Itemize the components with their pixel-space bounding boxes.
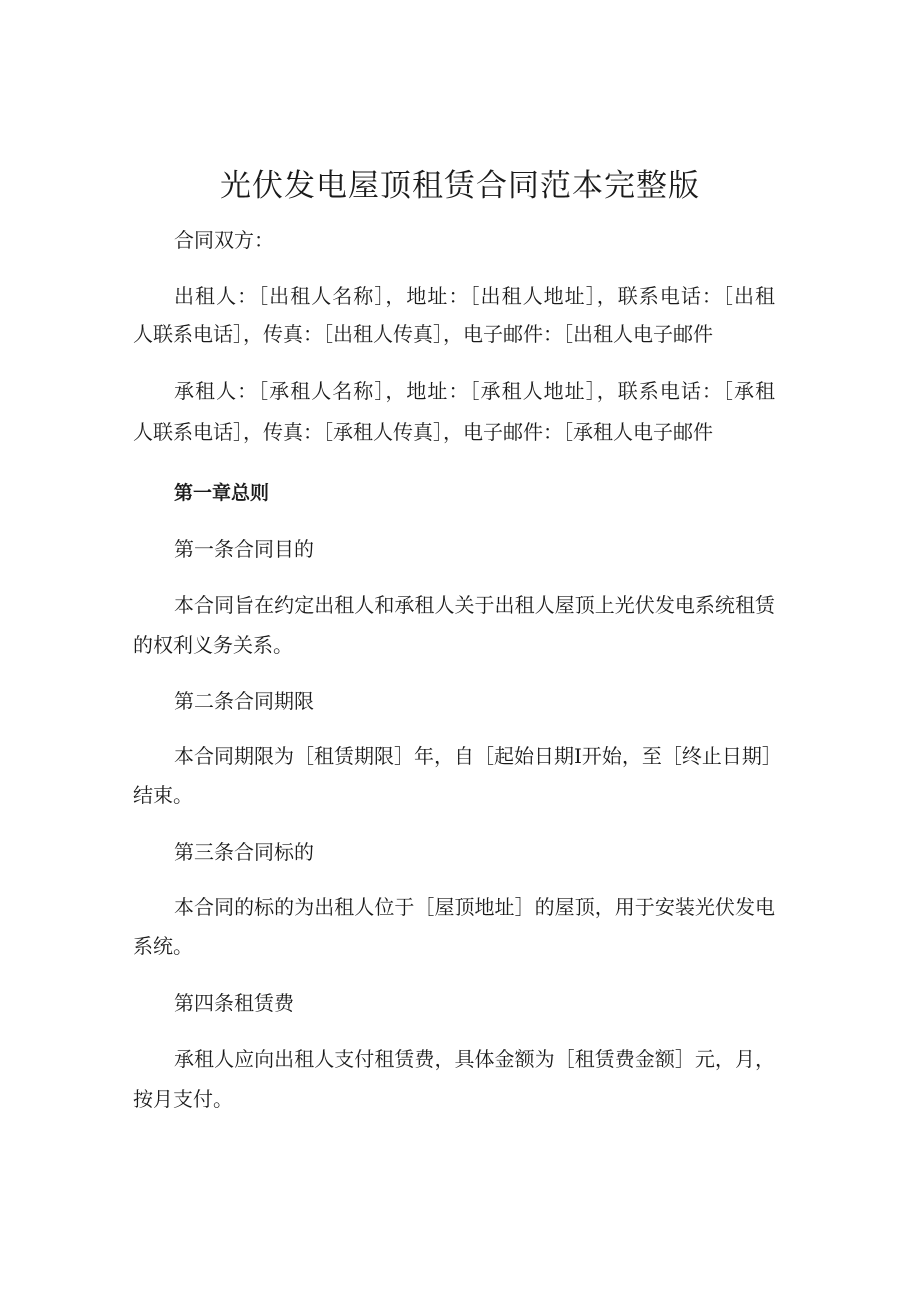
- lessee-line-1: 承租人：［承租人名称］，地址：［承租人地址］，联系电话：［承租: [174, 379, 775, 403]
- article-2-heading: 第二条合同期限: [174, 689, 314, 713]
- article-4-line-1: 承租人应向出租人支付租赁费，具体金额为［租赁费金额］元，月，: [174, 1047, 775, 1071]
- lessor-line-1: 出租人：［出租人名称］，地址：［出租人地址］，联系电话：［出租: [174, 284, 775, 308]
- article-3-line-2: 系统。: [133, 934, 193, 958]
- article-1-line-2: 的权利义务关系。: [133, 633, 293, 657]
- article-4-line-2: 按月支付。: [133, 1087, 233, 1111]
- article-1-heading: 第一条合同目的: [174, 537, 314, 561]
- lessee-line-2: 人联系电话］，传真：［承租人传真］，电子邮件：［承租人电子邮件: [133, 420, 713, 444]
- article-4-heading: 第四条租赁费: [174, 991, 294, 1015]
- parties-heading: 合同双方：: [174, 228, 274, 252]
- article-2-line-1: 本合同期限为［租赁期限］年，自［起始日期Ⅰ开始，至［终止日期］: [174, 744, 782, 768]
- article-2-line-2: 结束。: [133, 783, 193, 807]
- article-3-line-1: 本合同的标的为出租人位于［屋顶地址］的屋顶，用于安装光伏发电: [174, 895, 775, 919]
- chapter-heading: 第一章总则: [174, 482, 270, 504]
- article-1-line-1: 本合同旨在约定出租人和承租人关于出租人屋顶上光伏发电系统租赁: [174, 593, 775, 617]
- article-3-heading: 第三条合同标的: [174, 840, 314, 864]
- lessor-line-2: 人联系电话］，传真：［出租人传真］，电子邮件：［出租人电子邮件: [133, 322, 713, 346]
- document-title: 光伏发电屋顶租赁合同范本完整版: [220, 168, 700, 204]
